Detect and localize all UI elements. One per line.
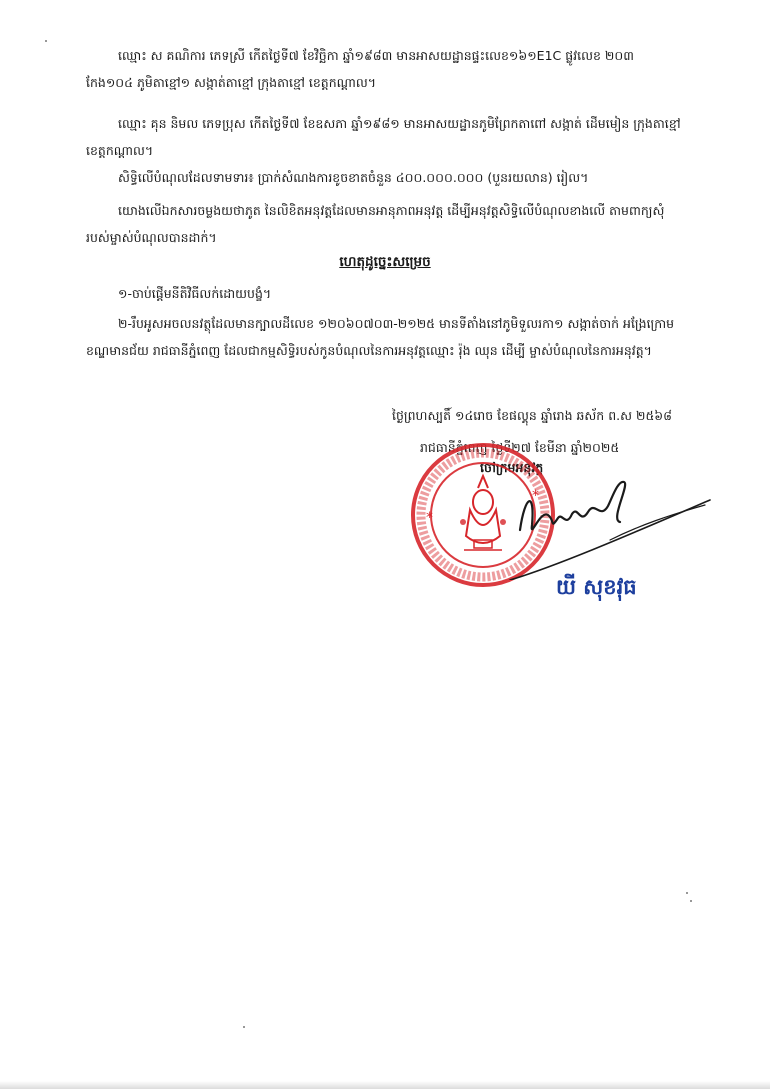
date-lunar: ថ្ងៃព្រហស្បតិ៍ ១៤រោច ខែផល្គុន ឆ្នាំរោង ឆស័ក ព.ស ២៥៦៨ (392, 408, 673, 423)
decision-heading: ហេតុដូច្នេះសម្រេច (339, 254, 431, 270)
signer-name: យី សុខវុធ (556, 575, 637, 599)
paragraph-creditor-2: ឈ្មោះ គុន និមល ភេទប្រុស កើតថ្ងៃទី៧ ខែឧសភា ឆ្នាំ១៩៨១ មានអាសយដ្ឋានភូមិព្រែកតាពៅ សង្កាត់ ដើមមៀន ក្រុងតាខ្មៅ ខេត្តកណ្តាល។ (86, 116, 681, 158)
decision-item-2: ២-រឹបអូសអចលនវត្ថុដែលមានក្បាលដីលេខ ១២០៦០៧០៣-២១២៥ មានទីតាំងនៅភូមិទួលរកា១ សង្កាត់ចាក់ អង្រែក្រោម ខណ្ឌមានជ័យ រាជធានីភ្នំពេញ ដែលជាកម្មសិទ្ធិរបស់កូនបំណុលនៃការអនុវត្តឈ្មោះ រ៉ុង ឈុន ដើម្បី ម្ចាស់បំណុលនៃការអនុវត្ត។ (86, 316, 675, 358)
decision-item-1: ១-ចាប់ផ្តើមនីតិវិធីលក់ដោយបង្ខំ។ (118, 286, 272, 301)
paragraph-basis: យោងលើឯកសារចម្លងយថាភូត នៃលិខិតអនុវត្តដែលមានអានុភាពអនុវត្ត ដើម្បីអនុវត្តសិទ្ធិលើបំណុលខាងលើ តាមពាក្យសុំរបស់ម្ចាស់បំណុលបានដាក់។ (86, 203, 665, 245)
page-bottom-edge (0, 1081, 770, 1089)
signature-icon (500, 470, 720, 580)
svg-text:*: * (532, 488, 539, 504)
sign-title: ចៅក្រមអនុវត្ត (480, 460, 544, 475)
date-solar: រាជធានីភ្នំពេញ ថ្ងៃទី២៧ ខែមីនា ឆ្នាំ២០២៥ (420, 440, 620, 455)
paragraph-claim: សិទ្ធិលើបំណុលដែលទាមទារ៖ ប្រាក់សំណងការខូចខាតចំនួន ៤០០.០០០.០០០ (បួនរយលាន) រៀល។ (118, 170, 589, 185)
paragraph-creditor-1: ឈ្មោះ ស គណិការ ភេទស្រី កើតថ្ងៃទី៧ ខែវិច្ឆិកា ឆ្នាំ១៩៨៣ មានអាសយដ្ឋានផ្ទះលេខ១៦១E1C ផ្លូវលេខ ២០៣ កែង១០៤ ភូមិតាខ្មៅ១ សង្កាត់តាខ្មៅ ក្រុងតាខ្មៅ ខេត្តកណ្តាល។ (86, 48, 634, 90)
svg-text:*: * (426, 510, 433, 526)
